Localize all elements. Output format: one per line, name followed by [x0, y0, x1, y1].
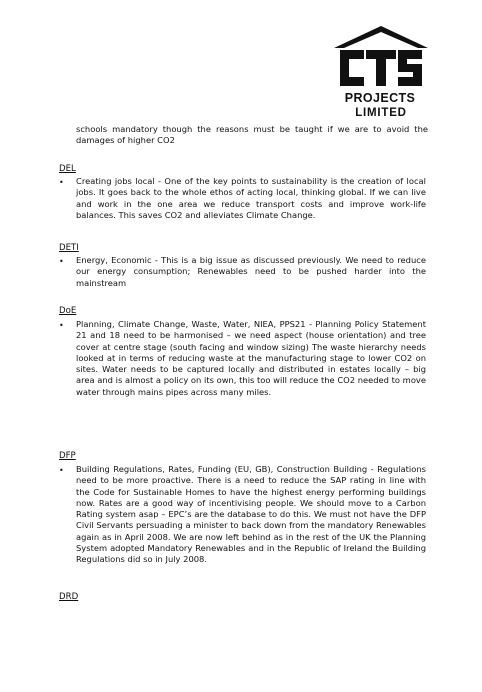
bullet-dot: •	[59, 466, 64, 475]
logo-text-projects: PROJECTS	[344, 91, 416, 105]
bullet-text-doe: Planning, Climate Change, Waste, Water, NIEA, PPS21 - Planning Policy Statement 21 and 18 need to be harmonised – we need aspect (house orientation) and tree cover at centre stage (south facing and window sizing) The waste hierarchy needs looked at in terms of reducing waste at the manufacturing stage to lower CO2 on sites. Water needs to be captured locally and distributed in estates locally – big area and is almost a policy on its own, this too will reduce the CO2 needed to move water through mains pipes across many miles.	[76, 319, 426, 397]
logo-text-limited: LIMITED	[355, 107, 407, 119]
continuation-paragraph	[76, 124, 428, 147]
bullet-dot: •	[59, 321, 64, 330]
continuation-text: schools mandatory though the reasons must be taught if we are to avoid the damages of higher CO2	[76, 124, 428, 146]
bullet-text-dfp: Building Regulations, Rates, Funding (EU, GB), Construction Building - Regulations need to be more proactive. There is a need to reduce the SAP rating in line with the Code for Sustainable Homes to have the highest energy performing buildings now. Rates are a good way of incentivising people. We should move to a Carbon Rating system asap – EPC’s are the database to do this. We must not have the DFP Civil Servants persuading a minister to back down from the mandatory Renewables again as in April 2008. We are now left behind as in the rest of the UK the Planning System adopted Mandatory Renewables and in the Republic of Ireland the Building Regulations did so in July 2008.	[76, 464, 426, 565]
bullet-dot: •	[59, 178, 64, 187]
section-heading-doe: DoE	[59, 306, 77, 316]
bullet-text-deti: Energy, Economic - This is a big issue as discussed previously. We need to reduce our energy consumption; Renewables need to be pushed harder into the mainstream	[76, 255, 426, 288]
section-heading-deti: DETI	[59, 243, 79, 253]
bullet-text-del: Creating jobs local - One of the key points to sustainability is the creation of local jobs. It goes back to the whole ethos of acting local, thinking global. If we can live and work in the one area we reduce transport costs and improve work-life balances. This saves CO2 and alleviates Climate Change.	[76, 176, 426, 220]
section-heading-del: DEL	[59, 164, 76, 174]
cts-logo-mark	[330, 24, 432, 92]
section-heading-dfp: DFP	[59, 451, 76, 461]
bullet-dot: •	[59, 257, 64, 266]
section-heading-drd: DRD	[59, 592, 79, 602]
company-logo	[330, 24, 432, 92]
